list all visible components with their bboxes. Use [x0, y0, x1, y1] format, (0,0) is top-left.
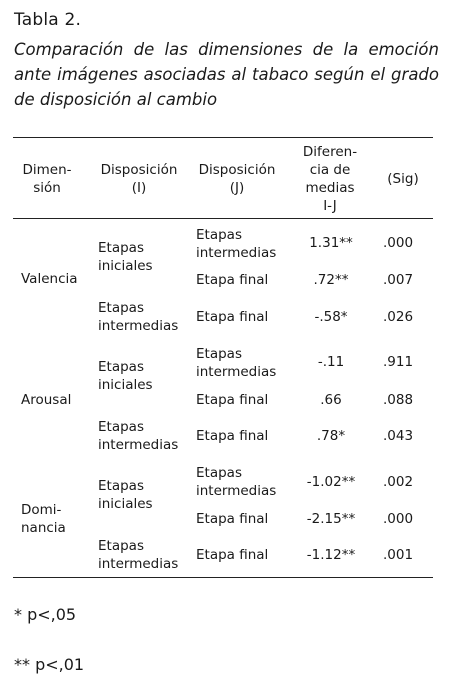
footnote-p01: ** p<,01 — [14, 655, 85, 674]
sig-value: .088 — [382, 392, 414, 408]
table-top-rule — [13, 137, 433, 138]
disp-i-line: intermedias — [98, 318, 179, 334]
header-disposicion-j-line: Disposición — [198, 162, 276, 178]
diff-value: -1.02** — [306, 474, 356, 490]
sig-value: .911 — [382, 354, 414, 370]
sig-value: .000 — [382, 235, 414, 251]
disp-j-etapa-final: Etapa final — [196, 428, 269, 444]
disp-j-line: Etapas — [196, 465, 242, 481]
dimension-dominancia-line: nancia — [21, 520, 66, 536]
diff-value: .72** — [313, 272, 349, 288]
disp-i-line: Etapas — [98, 359, 144, 375]
header-disposicion-i-line: Disposición — [100, 162, 178, 178]
sig-value: .043 — [382, 428, 414, 444]
disp-j-etapas-intermedias — [196, 226, 276, 262]
disp-i-etapas-iniciales — [98, 358, 153, 394]
dimension-valencia: Valencia — [21, 271, 78, 287]
header-disposicion-j — [192, 161, 282, 197]
table-label: Tabla 2. — [14, 10, 82, 30]
header-disposicion-j-line: (J) — [229, 180, 245, 196]
header-dimension-line: Dimen- — [22, 162, 72, 178]
header-bottom-rule — [13, 218, 433, 219]
diff-value: 1.31** — [309, 235, 353, 251]
diff-value: .66 — [320, 392, 342, 408]
disp-j-line: Etapas — [196, 227, 242, 243]
disp-j-etapas-intermedias — [196, 464, 276, 500]
disp-j-line: intermedias — [196, 245, 277, 261]
diff-value: -.11 — [317, 354, 345, 370]
table-bottom-rule — [13, 577, 433, 578]
header-dimension — [18, 161, 76, 197]
header-disposicion-i-line: (I) — [131, 180, 147, 196]
sig-value: .026 — [382, 309, 414, 325]
disp-i-line: Etapas — [98, 240, 144, 256]
disp-j-etapa-final: Etapa final — [196, 511, 269, 527]
disp-i-line: Etapas — [98, 538, 144, 554]
header-diferencia-line: medias — [305, 180, 355, 196]
disp-i-line: Etapas — [98, 478, 144, 494]
header-diferencia-medias — [292, 143, 368, 215]
disp-i-line: iniciales — [98, 258, 153, 274]
sig-value: .002 — [382, 474, 414, 490]
diff-value: -.58* — [314, 309, 348, 325]
disp-i-line: Etapas — [98, 419, 144, 435]
header-dimension-line: sión — [33, 180, 61, 196]
disp-j-etapa-final: Etapa final — [196, 392, 269, 408]
disp-i-line: intermedias — [98, 556, 179, 572]
dimension-dominancia — [21, 501, 66, 537]
header-diferencia-line: I-J — [323, 198, 337, 214]
dimension-arousal: Arousal — [21, 392, 72, 408]
disp-j-line: Etapas — [196, 346, 242, 362]
disp-j-line: intermedias — [196, 483, 277, 499]
table-caption: Comparación de las dimensiones de la emoción ante imágenes asociadas al tabaco según el grado de disposición al cambio — [14, 40, 439, 109]
header-diferencia-line: Diferen- — [302, 144, 358, 160]
sig-value: .001 — [382, 547, 414, 563]
disp-i-line: intermedias — [98, 437, 179, 453]
header-sig: (Sig) — [387, 171, 419, 187]
header-disposicion-i — [94, 161, 184, 197]
sig-value: .007 — [382, 272, 414, 288]
dimension-dominancia-line: Domi- — [21, 502, 62, 518]
disp-i-etapas-intermedias — [98, 299, 178, 335]
header-diferencia-line: cia de — [309, 162, 351, 178]
diff-value: -2.15** — [306, 511, 356, 527]
disp-i-etapas-intermedias — [98, 537, 178, 573]
diff-value: .78* — [316, 428, 346, 444]
diff-value: -1.12** — [306, 547, 356, 563]
disp-i-line: Etapas — [98, 300, 144, 316]
disp-i-etapas-intermedias — [98, 418, 178, 454]
disp-j-line: intermedias — [196, 364, 277, 380]
footnote-p05: * p<,05 — [14, 605, 77, 624]
disp-i-line: iniciales — [98, 496, 153, 512]
sig-value: .000 — [382, 511, 414, 527]
disp-i-etapas-iniciales — [98, 239, 153, 275]
disp-i-etapas-iniciales — [98, 477, 153, 513]
disp-j-etapa-final: Etapa final — [196, 547, 269, 563]
disp-j-etapa-final: Etapa final — [196, 272, 269, 288]
disp-j-etapas-intermedias — [196, 345, 276, 381]
disp-j-etapa-final: Etapa final — [196, 309, 269, 325]
disp-i-line: iniciales — [98, 377, 153, 393]
